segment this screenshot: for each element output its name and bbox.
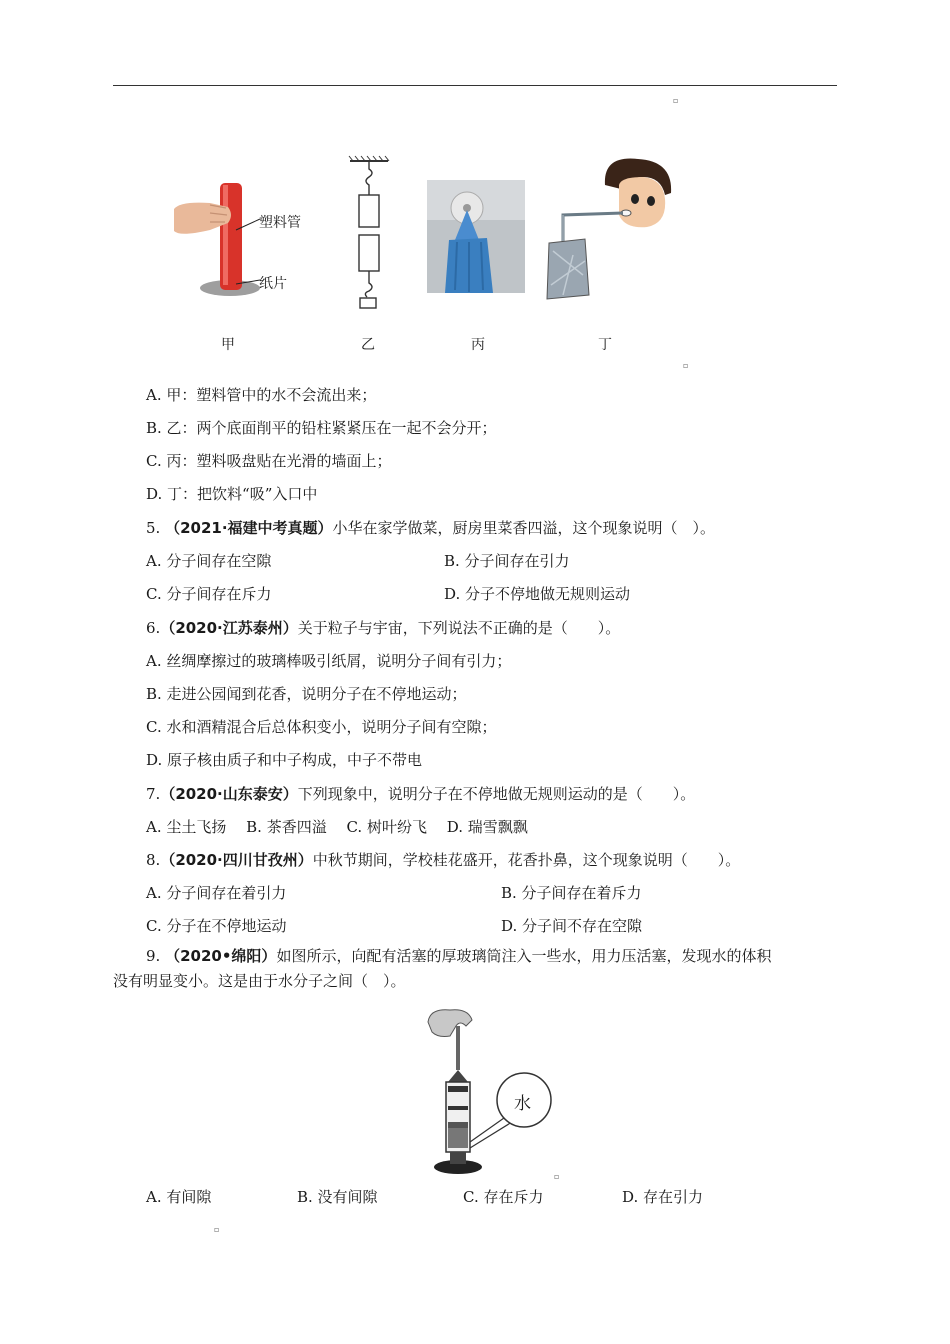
q4-option-b: B. 乙：两个底面削平的铅柱紧紧压在一起不会分开； [146, 419, 497, 437]
q7-source: （2020·山东泰安） [160, 785, 298, 803]
q5-option-d: D. 分子不停地做无规则运动 [444, 585, 631, 603]
q7-options: A. 尘土飞扬 B. 茶香四溢 C. 树叶纷飞 D. 瑞雪飘飘 [146, 818, 528, 836]
q6-option-d: D. 原子核由质子和中子构成，中子不带电 [146, 751, 423, 769]
figure-bing [427, 180, 525, 293]
q9-option-a: A. 有间隙 [146, 1188, 212, 1206]
q6-source: （2020·江苏泰州） [160, 619, 298, 637]
q9-source: （2020•绵阳） [165, 947, 277, 965]
q9-option-d: D. 存在引力 [622, 1188, 704, 1206]
label-water: 水 [514, 1094, 531, 1114]
q8-option-c: C. 分子在不停地运动 [146, 917, 287, 935]
q8-option-b: B. 分子间存在着斥力 [501, 884, 642, 902]
header-rule [113, 85, 837, 86]
q4-option-d: D. 丁：把饮料“吸”入口中 [146, 485, 318, 503]
q5-stem: 5. （2021·福建中考真题）小华在家学做菜，厨房里菜香四溢，这个现象说明（ ）。 [146, 519, 716, 537]
q4-option-c: C. 丙：塑料吸盘贴在光滑的墙面上； [146, 452, 392, 470]
caption-yi: 乙 [361, 337, 375, 353]
figure-ding [543, 155, 678, 305]
paragraph-mark: ▫ [673, 96, 679, 105]
q6-stem: 6.（2020·江苏泰州）关于粒子与宇宙，下列说法不正确的是（ ）。 [146, 619, 621, 637]
caption-bing: 丙 [471, 337, 485, 353]
q5-option-b: B. 分子间存在引力 [444, 552, 570, 570]
figure-yi [345, 155, 395, 315]
label-paper-card: 纸片 [259, 276, 287, 292]
q4-option-a: A. 甲：塑料管中的水不会流出来； [146, 386, 377, 404]
q6-option-b: B. 走进公园闻到花香，说明分子在不停地运动； [146, 685, 467, 703]
q9-option-b: B. 没有间隙 [297, 1188, 378, 1206]
q7-stem: 7.（2020·山东泰安）下列现象中，说明分子在不停地做无规则运动的是（ ）。 [146, 785, 696, 803]
q6-option-c: C. 水和酒精混合后总体积变小，说明分子间有空隙； [146, 718, 497, 736]
q9-stem: 9. （2020•绵阳）如图所示，向配有活塞的厚玻璃筒注入一些水，用力压活塞，发现水的体积 [146, 947, 772, 965]
caption-ding: 丁 [598, 337, 612, 353]
q6-option-a: A. 丝绸摩擦过的玻璃棒吸引纸屑，说明分子间有引力； [146, 652, 512, 670]
q8-option-d: D. 分子间不存在空隙 [501, 917, 643, 935]
figure-syringe [420, 1002, 560, 1180]
q5-option-c: C. 分子间存在斥力 [146, 585, 272, 603]
q5-source: （2021·福建中考真题） [165, 519, 333, 537]
figure-jia [170, 175, 320, 300]
q5-option-a: A. 分子间存在空隙 [146, 552, 272, 570]
q8-stem: 8.（2020·四川甘孜州）中秋节期间，学校桂花盛开，花香扑鼻，这个现象说明（ ）。 [146, 851, 741, 869]
paragraph-mark: ▫ [554, 1172, 560, 1181]
q9-stem-continued: 没有明显变小。这是由于水分子之间（ ）。 [113, 972, 406, 990]
q8-source: （2020·四川甘孜州） [160, 851, 313, 869]
q8-option-a: A. 分子间存在着引力 [146, 884, 287, 902]
label-plastic-tube: 塑料管 [259, 215, 301, 231]
paragraph-mark: ▫ [214, 1225, 220, 1234]
q9-option-c: C. 存在斥力 [463, 1188, 544, 1206]
caption-jia: 甲 [221, 337, 235, 353]
paragraph-mark: ▫ [683, 361, 689, 370]
